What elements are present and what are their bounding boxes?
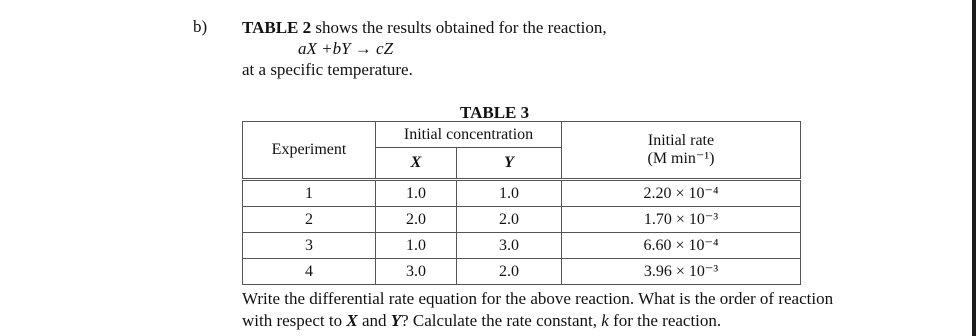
dark-edge-bar [972, 0, 976, 336]
cell-y: 2.0 [457, 207, 562, 233]
q-var-k: k [601, 311, 609, 330]
reaction-equation: aX +bY → cZ [298, 39, 394, 58]
cell-x: 2.0 [376, 207, 457, 233]
q-text-d: for the reaction. [608, 311, 722, 330]
cell-rate: 3.96 × 10⁻³ [562, 259, 801, 285]
cell-rate: 6.60 × 10⁻⁴ [562, 233, 801, 259]
cell-x: 3.0 [376, 259, 457, 285]
table-row [243, 233, 801, 259]
header-rate-label: Initial rate [647, 132, 715, 149]
cell-y: 3.0 [457, 233, 562, 259]
rate-table [242, 121, 801, 285]
part-label: b) [193, 17, 208, 36]
question-line-1: Write the differential rate equation for the above reaction. What is the order of reaction [242, 289, 834, 308]
q-var-x: X [346, 311, 358, 330]
cell-y: 1.0 [457, 180, 562, 207]
cell-y: 2.0 [457, 259, 562, 285]
header-rate-unit: (M min⁻¹) [647, 150, 715, 167]
q-text-a: with respect to [242, 311, 347, 330]
cell-rate: 2.20 × 10⁻⁴ [562, 180, 801, 207]
intro-text [242, 17, 607, 80]
cell-experiment: 3 [243, 233, 376, 259]
intro-line3: at a specific temperature. [242, 60, 413, 79]
intro-rest: shows the results obtained for the reaction, [315, 18, 607, 37]
intro-bold: TABLE 2 [242, 18, 312, 37]
header-experiment: Experiment [243, 122, 376, 180]
table-row [243, 259, 801, 285]
q-text-b: and [357, 311, 391, 330]
cell-x: 1.0 [376, 233, 457, 259]
cell-rate: 1.70 × 10⁻³ [562, 207, 801, 233]
cell-experiment: 4 [243, 259, 376, 285]
cell-experiment: 1 [243, 180, 376, 207]
cell-experiment: 2 [243, 207, 376, 233]
header-y: Y [457, 148, 562, 180]
table-caption: TABLE 3 [460, 103, 530, 122]
q-text-c: ? Calculate the rate constant, [401, 311, 602, 330]
question-text [242, 288, 902, 332]
question-line-2 [242, 310, 902, 332]
header-initial-rate [562, 122, 801, 180]
header-x: X [376, 148, 457, 180]
table-row [243, 180, 801, 207]
q-var-y: Y [390, 311, 402, 330]
header-initial-concentration: Initial concentration [376, 122, 562, 148]
table-row [243, 207, 801, 233]
cell-x: 1.0 [376, 180, 457, 207]
